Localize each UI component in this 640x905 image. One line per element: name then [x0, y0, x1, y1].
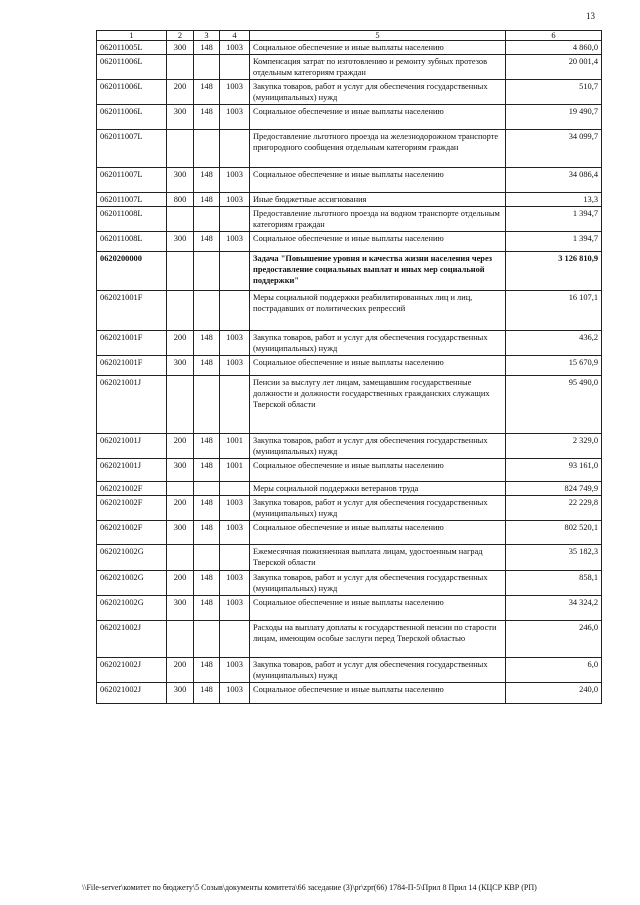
gr-cell: 148	[194, 496, 220, 521]
gr-cell	[194, 621, 220, 658]
rz-cell: 1003	[220, 356, 250, 376]
code-cell: 062021002J	[97, 621, 167, 658]
name-cell: Предоставление льготного проезда на железнодорожном транспорте пригородного сообщения отдельным категориям граждан	[250, 130, 506, 168]
gr-cell	[194, 545, 220, 571]
amount-cell: 35 182,3	[506, 545, 602, 571]
vr-cell	[167, 621, 194, 658]
amount-cell: 510,7	[506, 80, 602, 105]
name-cell: Социальное обеспечение и иные выплаты населению	[250, 105, 506, 130]
gr-cell: 148	[194, 41, 220, 55]
gr-cell: 148	[194, 683, 220, 704]
table-row	[97, 658, 602, 683]
gr-cell: 148	[194, 193, 220, 207]
name-cell: Меры социальной поддержки реабилитированных лиц и лиц, пострадавших от политических репрессий	[250, 291, 506, 331]
name-cell: Закупка товаров, работ и услуг для обеспечения государственных (муниципальных) нужд	[250, 571, 506, 596]
name-cell: Иные бюджетные ассигнования	[250, 193, 506, 207]
code-cell: 062011006L	[97, 80, 167, 105]
amount-cell: 1 394,7	[506, 232, 602, 252]
gr-cell: 148	[194, 596, 220, 621]
header-col-1: 1	[97, 31, 167, 41]
rz-cell: 1003	[220, 168, 250, 193]
table-row	[97, 232, 602, 252]
gr-cell: 148	[194, 356, 220, 376]
rz-cell	[220, 621, 250, 658]
name-cell: Предоставление льготного проезда на водном транспорте отдельным категориям граждан	[250, 207, 506, 232]
amount-cell: 34 324,2	[506, 596, 602, 621]
table-row	[97, 434, 602, 459]
table-row	[97, 683, 602, 704]
name-cell: Компенсация затрат по изготовлению и ремонту зубных протезов отдельным категориям граждан	[250, 55, 506, 80]
code-cell: 062021001J	[97, 376, 167, 434]
code-cell: 062021001F	[97, 356, 167, 376]
gr-cell: 148	[194, 459, 220, 482]
code-cell: 062021002J	[97, 658, 167, 683]
amount-cell: 16 107,1	[506, 291, 602, 331]
rz-cell	[220, 545, 250, 571]
name-cell: Социальное обеспечение и иные выплаты населению	[250, 356, 506, 376]
gr-cell: 148	[194, 571, 220, 596]
code-cell: 062021002G	[97, 571, 167, 596]
table-row	[97, 571, 602, 596]
table-row	[97, 41, 602, 55]
vr-cell: 300	[167, 596, 194, 621]
vr-cell: 200	[167, 434, 194, 459]
name-cell: Расходы на выплату доплаты к государственной пенсии по старости лицам, имеющим особые заслуги перед Тверской областью	[250, 621, 506, 658]
table-row	[97, 545, 602, 571]
table-row	[97, 252, 602, 291]
vr-cell: 300	[167, 683, 194, 704]
vr-cell: 200	[167, 496, 194, 521]
code-cell: 062021001F	[97, 331, 167, 356]
rz-cell	[220, 291, 250, 331]
vr-cell: 300	[167, 105, 194, 130]
table-row	[97, 482, 602, 496]
table-row	[97, 596, 602, 621]
rz-cell	[220, 252, 250, 291]
rz-cell: 1003	[220, 658, 250, 683]
code-cell: 062011006L	[97, 105, 167, 130]
amount-cell: 824 749,9	[506, 482, 602, 496]
amount-cell: 802 520,1	[506, 521, 602, 545]
table-row	[97, 291, 602, 331]
code-cell: 062021002G	[97, 545, 167, 571]
budget-table	[96, 30, 602, 704]
vr-cell: 300	[167, 232, 194, 252]
table-row	[97, 331, 602, 356]
amount-cell: 246,0	[506, 621, 602, 658]
name-cell: Пенсии за выслугу лет лицам, замещавшим государственные должности и должности государственных гражданских служащих Тверской области	[250, 376, 506, 434]
vr-cell	[167, 482, 194, 496]
code-cell: 062021001F	[97, 291, 167, 331]
rz-cell: 1003	[220, 232, 250, 252]
rz-cell	[220, 55, 250, 80]
gr-cell: 148	[194, 658, 220, 683]
gr-cell: 148	[194, 80, 220, 105]
rz-cell: 1001	[220, 459, 250, 482]
code-cell: 062021002F	[97, 482, 167, 496]
amount-cell: 858,1	[506, 571, 602, 596]
vr-cell	[167, 545, 194, 571]
rz-cell: 1003	[220, 193, 250, 207]
rz-cell: 1003	[220, 80, 250, 105]
gr-cell: 148	[194, 105, 220, 130]
name-cell: Социальное обеспечение и иные выплаты населению	[250, 683, 506, 704]
code-cell: 062011006L	[97, 55, 167, 80]
amount-cell: 19 490,7	[506, 105, 602, 130]
table-row	[97, 459, 602, 482]
code-cell: 062011008L	[97, 207, 167, 232]
name-cell: Закупка товаров, работ и услуг для обеспечения государственных (муниципальных) нужд	[250, 80, 506, 105]
vr-cell: 300	[167, 521, 194, 545]
header-col-5: 5	[250, 31, 506, 41]
page-number: 13	[586, 11, 595, 21]
code-cell: 062021002F	[97, 496, 167, 521]
gr-cell: 148	[194, 434, 220, 459]
amount-cell: 95 490,0	[506, 376, 602, 434]
table-row	[97, 193, 602, 207]
vr-cell	[167, 252, 194, 291]
rz-cell	[220, 130, 250, 168]
rz-cell	[220, 482, 250, 496]
header-col-2: 2	[167, 31, 194, 41]
gr-cell: 148	[194, 331, 220, 356]
amount-cell: 240,0	[506, 683, 602, 704]
vr-cell: 300	[167, 356, 194, 376]
rz-cell	[220, 207, 250, 232]
vr-cell: 800	[167, 193, 194, 207]
amount-cell: 436,2	[506, 331, 602, 356]
rz-cell: 1001	[220, 434, 250, 459]
amount-cell: 6,0	[506, 658, 602, 683]
rz-cell: 1003	[220, 683, 250, 704]
code-cell: 062011007L	[97, 130, 167, 168]
code-cell: 062021002J	[97, 683, 167, 704]
file-path-footer: \\File-server\комитет по бюджету\5 Созыв\документы комитета\66 заседание (3)\pr\zpr(66) 1784-П-5\Прил 8 Прил 14 (КЦСР КВР (РП)	[82, 883, 537, 892]
rz-cell: 1003	[220, 496, 250, 521]
code-cell: 062011008L	[97, 232, 167, 252]
code-cell: 062011005L	[97, 41, 167, 55]
vr-cell: 300	[167, 459, 194, 482]
amount-cell: 20 001,4	[506, 55, 602, 80]
name-cell: Социальное обеспечение и иные выплаты населению	[250, 596, 506, 621]
gr-cell	[194, 376, 220, 434]
table-row	[97, 496, 602, 521]
header-col-6: 6	[506, 31, 602, 41]
vr-cell: 200	[167, 80, 194, 105]
gr-cell	[194, 130, 220, 168]
name-cell: Социальное обеспечение и иные выплаты населению	[250, 459, 506, 482]
amount-cell: 34 086,4	[506, 168, 602, 193]
table-row	[97, 168, 602, 193]
table-row	[97, 356, 602, 376]
header-col-3: 3	[194, 31, 220, 41]
rz-cell: 1003	[220, 41, 250, 55]
gr-cell	[194, 291, 220, 331]
code-cell: 062021001J	[97, 459, 167, 482]
name-cell: Меры социальной поддержки ветеранов труда	[250, 482, 506, 496]
table-row	[97, 80, 602, 105]
gr-cell	[194, 252, 220, 291]
vr-cell	[167, 207, 194, 232]
vr-cell: 300	[167, 41, 194, 55]
rz-cell: 1003	[220, 105, 250, 130]
table-row	[97, 55, 602, 80]
name-cell: Социальное обеспечение и иные выплаты населению	[250, 168, 506, 193]
gr-cell: 148	[194, 521, 220, 545]
gr-cell	[194, 55, 220, 80]
table-row	[97, 105, 602, 130]
vr-cell	[167, 130, 194, 168]
amount-cell: 22 229,8	[506, 496, 602, 521]
header-col-4: 4	[220, 31, 250, 41]
amount-cell: 4 860,0	[506, 41, 602, 55]
gr-cell	[194, 207, 220, 232]
code-cell: 062021002G	[97, 596, 167, 621]
amount-cell: 1 394,7	[506, 207, 602, 232]
name-cell: Закупка товаров, работ и услуг для обеспечения государственных (муниципальных) нужд	[250, 658, 506, 683]
name-cell: Задача "Повышение уровня и качества жизни населения через предоставление социальных выплат и иных мер социальной поддержки"	[250, 252, 506, 291]
table-row	[97, 621, 602, 658]
amount-cell: 93 161,0	[506, 459, 602, 482]
table-row	[97, 521, 602, 545]
vr-cell: 200	[167, 571, 194, 596]
rz-cell: 1003	[220, 521, 250, 545]
name-cell: Закупка товаров, работ и услуг для обеспечения государственных (муниципальных) нужд	[250, 496, 506, 521]
name-cell: Закупка товаров, работ и услуг для обеспечения государственных (муниципальных) нужд	[250, 331, 506, 356]
amount-cell: 13,3	[506, 193, 602, 207]
table-row	[97, 376, 602, 434]
gr-cell: 148	[194, 232, 220, 252]
gr-cell	[194, 482, 220, 496]
code-cell: 062021002F	[97, 521, 167, 545]
vr-cell	[167, 376, 194, 434]
gr-cell: 148	[194, 168, 220, 193]
code-cell: 062021001J	[97, 434, 167, 459]
rz-cell: 1003	[220, 331, 250, 356]
amount-cell: 2 329,0	[506, 434, 602, 459]
table-row	[97, 207, 602, 232]
name-cell: Ежемесячная пожизненная выплата лицам, удостоенным наград Тверской области	[250, 545, 506, 571]
name-cell: Закупка товаров, работ и услуг для обеспечения государственных (муниципальных) нужд	[250, 434, 506, 459]
code-cell: 062011007L	[97, 168, 167, 193]
vr-cell: 300	[167, 168, 194, 193]
amount-cell: 15 670,9	[506, 356, 602, 376]
name-cell: Социальное обеспечение и иные выплаты населению	[250, 521, 506, 545]
vr-cell: 200	[167, 331, 194, 356]
table-body	[97, 41, 602, 704]
vr-cell	[167, 55, 194, 80]
rz-cell: 1003	[220, 596, 250, 621]
rz-cell	[220, 376, 250, 434]
vr-cell	[167, 291, 194, 331]
rz-cell: 1003	[220, 571, 250, 596]
table-header-row	[97, 31, 602, 41]
name-cell: Социальное обеспечение и иные выплаты населению	[250, 232, 506, 252]
name-cell: Социальное обеспечение и иные выплаты населению	[250, 41, 506, 55]
vr-cell: 200	[167, 658, 194, 683]
amount-cell: 3 126 810,9	[506, 252, 602, 291]
table-row	[97, 130, 602, 168]
amount-cell: 34 099,7	[506, 130, 602, 168]
code-cell: 0620200000	[97, 252, 167, 291]
code-cell: 062011007L	[97, 193, 167, 207]
